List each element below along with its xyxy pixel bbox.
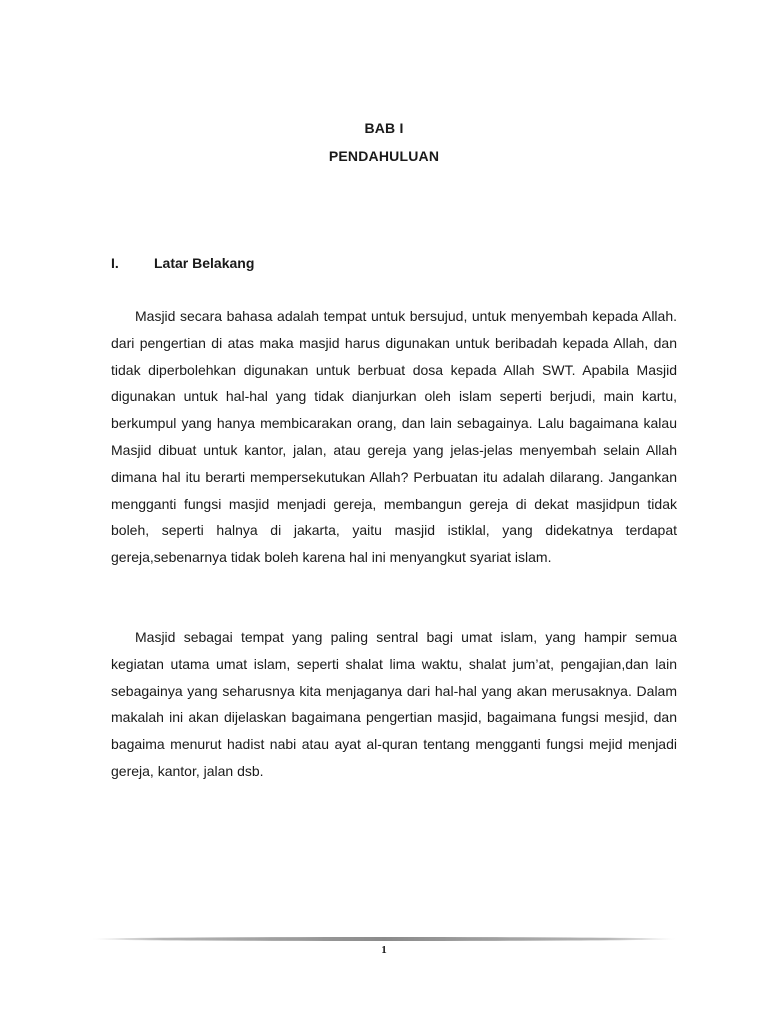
body-paragraph-1: Masjid secara bahasa adalah tempat untuk bersujud, untuk menyembah kepada Allah. dari pengertian di atas maka masjid harus digunakan untuk beribadah kepada Allah, dan tidak diperbolehkan digunakan untuk berbuat dosa kepada Allah SWT. Apabila Masjid digunakan untuk hal-hal yang tidak dianjurkan oleh islam seperti berjudi, main kartu, berkumpul yang hanya membicarakan orang, dan lain sebagainya. Lalu bagaimana kalau Masjid dibuat untuk kantor, jalan, atau gereja yang jelas-jelas menyembah selain Allah dimana hal itu berarti mempersekutukan Allah? Perbuatan itu adalah dilarang. Jangankan mengganti fungsi masjid menjadi gereja, membangun gereja di dekat masjidpun tidak boleh, seperti halnya di jakarta, yaitu masjid istiklal, yang didekatnya terdapat gereja,sebenarnya tidak boleh karena hal ini menyangkut syariat islam. [111, 308, 677, 566]
section-number: I. [111, 255, 119, 271]
section-heading [111, 255, 254, 271]
footer-rule [92, 937, 676, 941]
chapter-title: PENDAHULUAN [328, 148, 440, 164]
section-title: Latar Belakang [154, 255, 255, 271]
page-number: 1 [381, 944, 387, 956]
chapter-number: BAB I [364, 120, 404, 136]
body-paragraph-2: Masjid sebagai tempat yang paling sentral bagi umat islam, yang hampir semua kegiatan utama umat islam, seperti shalat lima waktu, shalat jum’at, pengajian,dan lain sebagainya yang seharusnya kita menjaganya dari hal-hal yang akan merusaknya. Dalam makalah ini akan dijelaskan bagaimana pengertian masjid, bagaimana fungsi mesjid, dan bagaima menurut hadist nabi atau ayat al-quran tentang mengganti fungsi mejid menjadi gereja, kantor, jalan dsb. [111, 629, 677, 779]
